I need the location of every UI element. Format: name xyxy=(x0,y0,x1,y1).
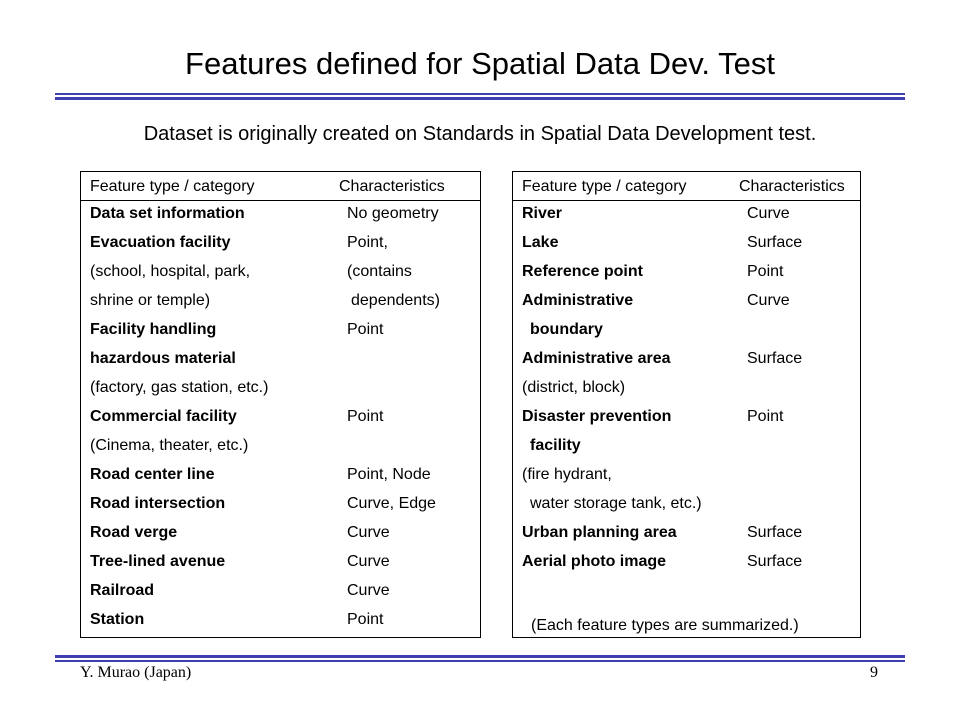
feature-characteristic: Curve xyxy=(347,524,390,541)
table-row xyxy=(81,404,480,433)
feature-characteristic: Point xyxy=(747,263,784,280)
feature-name: Data set information xyxy=(90,205,245,222)
feature-name: Tree-lined avenue xyxy=(90,553,226,570)
table-row xyxy=(81,607,480,636)
table-row xyxy=(81,462,480,491)
right-feature-table xyxy=(512,171,861,638)
page-number: 9 xyxy=(870,664,878,681)
feature-name: (Cinema, theater, etc.) xyxy=(90,437,249,454)
feature-name: (school, hospital, park, xyxy=(90,263,251,280)
feature-name: Urban planning area xyxy=(522,524,677,541)
table-row xyxy=(513,375,860,404)
feature-characteristic: Curve, Edge xyxy=(347,495,436,512)
table-row xyxy=(513,346,860,375)
table-row xyxy=(81,201,480,230)
feature-name: Disaster prevention xyxy=(522,408,672,425)
table-row xyxy=(81,491,480,520)
feature-name: shrine or temple) xyxy=(90,292,211,309)
right-header-feature: Feature type / category xyxy=(522,178,687,195)
feature-characteristic: Curve xyxy=(747,292,790,309)
footer-rule-top xyxy=(55,655,905,658)
feature-name: Facility handling xyxy=(90,321,217,338)
table-row xyxy=(513,462,860,491)
table-row xyxy=(513,288,860,317)
feature-name: Commercial facility xyxy=(90,408,237,425)
feature-name: (factory, gas station, etc.) xyxy=(90,379,269,396)
footer-rule-bottom xyxy=(55,660,905,662)
feature-characteristic: Surface xyxy=(747,234,803,251)
feature-characteristic: dependents) xyxy=(351,292,440,309)
table-row xyxy=(81,288,480,317)
table-row xyxy=(81,520,480,549)
table-row xyxy=(513,549,860,578)
feature-characteristic: Point xyxy=(747,408,784,425)
feature-name: boundary xyxy=(530,321,603,338)
slide-subtitle: Dataset is originally created on Standards in Spatial Data Development test. xyxy=(143,123,817,145)
table-row xyxy=(81,433,480,462)
table-row xyxy=(513,404,860,433)
table-row xyxy=(513,520,860,549)
summary-note: (Each feature types are summarized.) xyxy=(531,617,799,634)
title-rule-bottom xyxy=(55,97,905,100)
left-table-header xyxy=(81,172,480,201)
table-row xyxy=(513,433,860,462)
feature-name: Road verge xyxy=(90,524,178,541)
feature-name: Evacuation facility xyxy=(90,234,231,251)
feature-characteristic: Curve xyxy=(347,553,390,570)
feature-characteristic: Curve xyxy=(347,582,390,599)
feature-characteristic: Surface xyxy=(747,553,803,570)
table-row xyxy=(81,230,480,259)
title-rule-top xyxy=(55,93,905,95)
table-row xyxy=(81,317,480,346)
table-row xyxy=(513,491,860,520)
feature-name: facility xyxy=(530,437,581,454)
feature-name: (district, block) xyxy=(522,379,626,396)
feature-name: Administrative area xyxy=(522,350,671,367)
feature-name: water storage tank, etc.) xyxy=(530,495,702,512)
feature-name: hazardous material xyxy=(90,350,236,367)
feature-name: Lake xyxy=(522,234,559,251)
table-row xyxy=(513,259,860,288)
left-header-feature: Feature type / category xyxy=(90,178,255,195)
feature-name: Road intersection xyxy=(90,495,226,512)
table-row xyxy=(81,346,480,375)
table-row xyxy=(81,259,480,288)
footer-author: Y. Murao (Japan) xyxy=(80,664,192,681)
feature-name: Railroad xyxy=(90,582,155,599)
feature-characteristic: Curve xyxy=(747,205,790,222)
feature-characteristic: Point xyxy=(347,611,384,628)
table-row xyxy=(81,549,480,578)
left-feature-table xyxy=(80,171,481,638)
feature-characteristic: Surface xyxy=(747,350,803,367)
feature-characteristic: Point, Node xyxy=(347,466,431,483)
table-row xyxy=(513,317,860,346)
table-row xyxy=(513,230,860,259)
feature-characteristic: Surface xyxy=(747,524,803,541)
feature-name: (fire hydrant, xyxy=(522,466,612,483)
feature-name: Reference point xyxy=(522,263,643,280)
feature-characteristic: (contains xyxy=(347,263,412,280)
feature-name: Administrative xyxy=(522,292,634,309)
feature-characteristic: Point, xyxy=(347,234,388,251)
feature-name: Road center line xyxy=(90,466,215,483)
left-table-rows xyxy=(81,201,480,636)
table-row xyxy=(513,201,860,230)
table-row xyxy=(81,578,480,607)
right-table-header xyxy=(513,172,860,201)
feature-name: Aerial photo image xyxy=(522,553,667,570)
feature-characteristic: Point xyxy=(347,321,384,338)
right-header-characteristics: Characteristics xyxy=(739,178,845,195)
feature-name: River xyxy=(522,205,563,222)
table-row xyxy=(81,375,480,404)
feature-characteristic: Point xyxy=(347,408,384,425)
left-header-characteristics: Characteristics xyxy=(339,178,445,195)
feature-name: Station xyxy=(90,611,145,628)
feature-characteristic: No geometry xyxy=(347,205,439,222)
right-table-rows xyxy=(513,201,860,578)
slide-title: Features defined for Spatial Data Dev. Test xyxy=(185,46,775,81)
